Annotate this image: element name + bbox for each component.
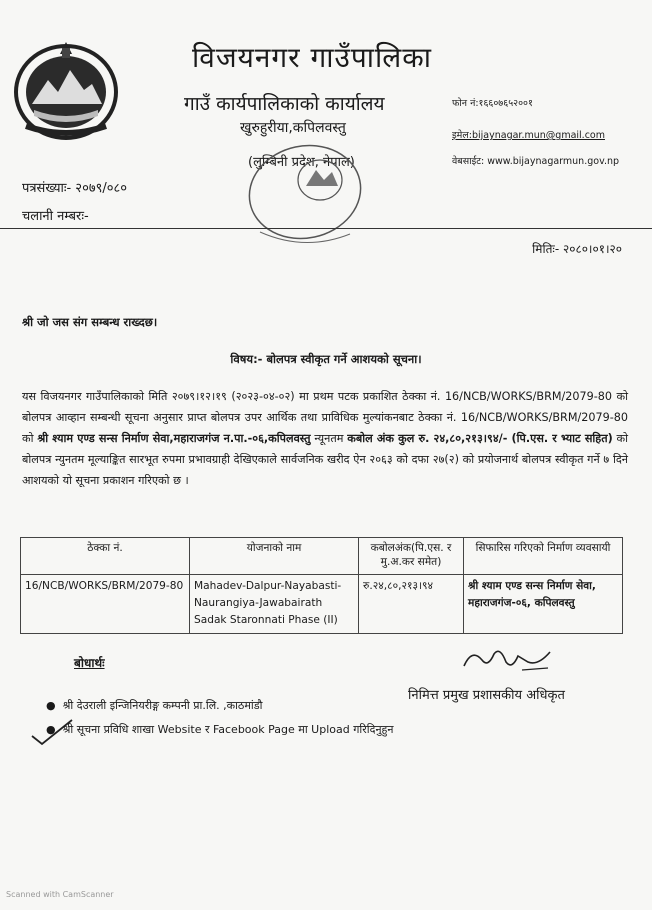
phone-number: फोन नं:१६६०७६५२००१ (452, 98, 533, 109)
column-header-contract-no: ठेक्का नं. (21, 538, 190, 575)
cc-item-text: श्री सूचना प्रविधि शाखा Website र Facebook Page मा Upload गरिदिनुहुन (62, 723, 394, 736)
email-link[interactable]: इमेल:bijaynagar.mun@gmail.com (452, 130, 605, 141)
column-header-project-name: योजनाको नाम (190, 538, 359, 575)
notice-body (22, 386, 628, 491)
subject-line: विषय:- बोलपत्र स्वीकृत गर्ने आशयको सूचना। (230, 352, 422, 366)
table-header-row (21, 538, 623, 575)
cell-bid-amount: रु.२४,८०,२१३।९४ (359, 575, 464, 634)
cc-item: ● श्री सूचना प्रविधि शाखा Website र Facebook Page मा Upload गरिदिनुहुन (46, 723, 394, 736)
cc-heading: बोधार्थः (74, 656, 105, 670)
office-name: गाउँ कार्यपालिकाको कार्यालय (184, 93, 385, 115)
municipality-title: विजयनगर गाउँपालिका (192, 41, 433, 74)
municipality-emblem-logo (12, 40, 120, 140)
body-text-2: न्यूनतम (310, 432, 348, 445)
letter-number: पत्रसंख्याः- २०७९/०८० (22, 181, 128, 196)
cc-item: ● श्री देउराली इन्जिनियरीङ्ग कम्पनी प्रा.लि. ,काठमांडौ (46, 699, 263, 712)
office-place: खुरुहुरीया,कपिलवस्तु (240, 120, 346, 136)
body-bid-amount: कबोल अंक कुल रु. २४,८०,२१३।९४/- (पि.एस. र भ्याट सहित) (347, 432, 613, 445)
contract-table (20, 537, 623, 634)
cell-contractor: श्री श्याम एण्ड सन्स निर्माण सेवा, महाराजगंज-०६, कपिलवस्तु (464, 575, 623, 634)
column-header-contractor: सिफारिस गरिएको निर्माण व्यवसायी (464, 538, 623, 575)
website-link[interactable]: वेबसाईट: www.bijaynagarmun.gov.np (452, 156, 620, 167)
addressee: श्री जो जस संग सम्बन्ध राख्दछ। (22, 315, 158, 329)
body-text-1: यस विजयनगर गाउँपालिकाको मिति २०७९।१२।१९ (२०२३-०४-०२) मा प्रथम पटक प्रकाशित ठेक्का नं. 16/NCB/WORKS/BRM/2079-80 को बोलपत्र आव्हान सम्बन्धी सूचना अनुसार प्राप्त बोलपत्र उपर आर्थिक तथा प्राविधिक मुल्यांकनबाट ठेक्का नं. 16/NCB/WORKS/BRM/2079-80 को (22, 390, 628, 445)
column-header-bid-amount: कबोलअंक(पि.एस. र मु.अ.कर समेत) (359, 538, 464, 575)
body-text-3: को बोलपत्र न्युनतम मूल्याङ्कित सारभूत रुपमा प्रभावग्राही देखिएकाले सार्वजनिक खरीद ऐन २०६३ को दफा २७(२) को प्रयोजनार्थ बोलपत्र स्वीकृत गर्ने ७ दिने आशयको यो सूचना प्रकाशन गरिएको छ । (22, 432, 629, 487)
dispatch-number: चलानी नम्बरः- (22, 209, 89, 224)
cell-contract-no: 16/NCB/WORKS/BRM/2079-80 (21, 575, 190, 634)
table-row (21, 575, 623, 634)
body-contractor: श्री श्याम एण्ड सन्स निर्माण सेवा,महाराजगंज न.पा.-०६,कपिलवस्तु (37, 432, 311, 445)
scanner-watermark: Scanned with CamScanner (6, 890, 114, 899)
cc-item-text: श्री देउराली इन्जिनियरीङ्ग कम्पनी प्रा.लि. ,काठमांडौ (62, 699, 263, 712)
signatory-title: निमित्त प्रमुख प्रशासकीय अधिकृत (408, 688, 565, 703)
letter-date: मितिः- २०८०।०१।२० (532, 242, 622, 256)
office-stamp (240, 142, 370, 254)
cell-project-name: Mahadev-Dalpur-Nayabasti-Naurangiya-Jawabairath Sadak Staronnati Phase (II) (190, 575, 359, 634)
header-divider (0, 228, 652, 229)
province-line: (लुम्बिनी प्रदेश, नेपाल) (248, 155, 355, 170)
handwritten-signature (458, 640, 558, 680)
